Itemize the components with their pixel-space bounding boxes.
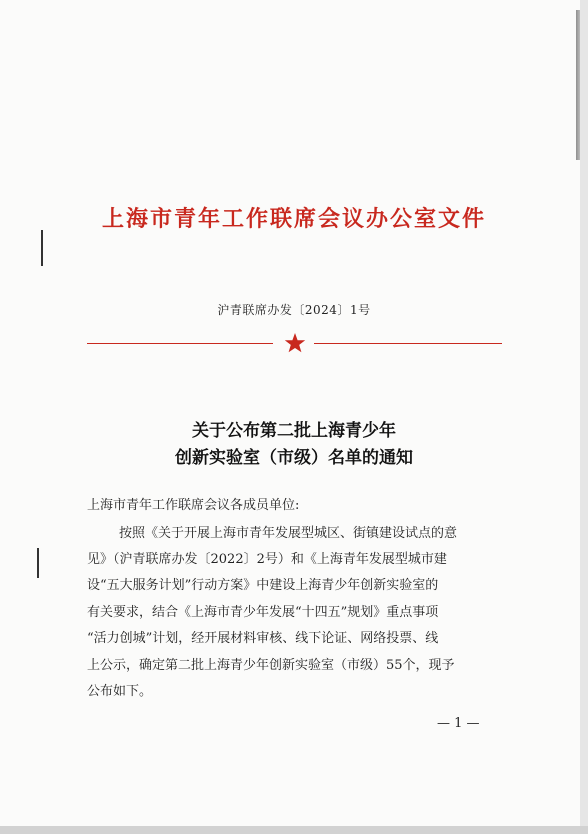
body-line: 设“五大服务计划”行动方案》中建设上海青少年创新实验室的 [87,578,439,593]
red-separator-right [314,343,502,344]
body-line: 公布如下。 [87,684,153,699]
page-number: — 1 — [437,716,480,731]
document-title: 上海市青年工作联席会议办公室文件 [101,206,486,232]
notice-heading-line-1: 关于公布第二批上海青少年 [192,421,396,441]
binding-mark [41,230,43,266]
body-line: 按照《关于开展上海市青年发展型城区、街镇建设试点的意 [119,526,458,541]
scan-border-right [580,0,588,834]
red-star-icon [283,331,307,355]
salutation: 上海市青年工作联席会议各成员单位: [87,498,300,513]
notice-heading-line-2: 创新实验室（市级）名单的通知 [175,448,413,468]
binding-mark [37,548,39,578]
body-line: 见》（沪青联席办发〔2022〕2号）和《上海青年发展型城市建 [87,552,447,567]
scan-border-bottom [0,826,588,834]
document-number: 沪青联席办发〔2024〕1号 [217,303,371,317]
body-line: “活力创城”计划，经开展材料审核、线下论证、网络投票、线 [87,631,439,646]
body-line: 有关要求，结合《上海市青少年发展“十四五”规划》重点事项 [87,605,439,620]
body-line: 上公示，确定第二批上海青少年创新实验室（市级）55个，现予 [87,658,455,673]
red-separator-left [87,343,273,344]
